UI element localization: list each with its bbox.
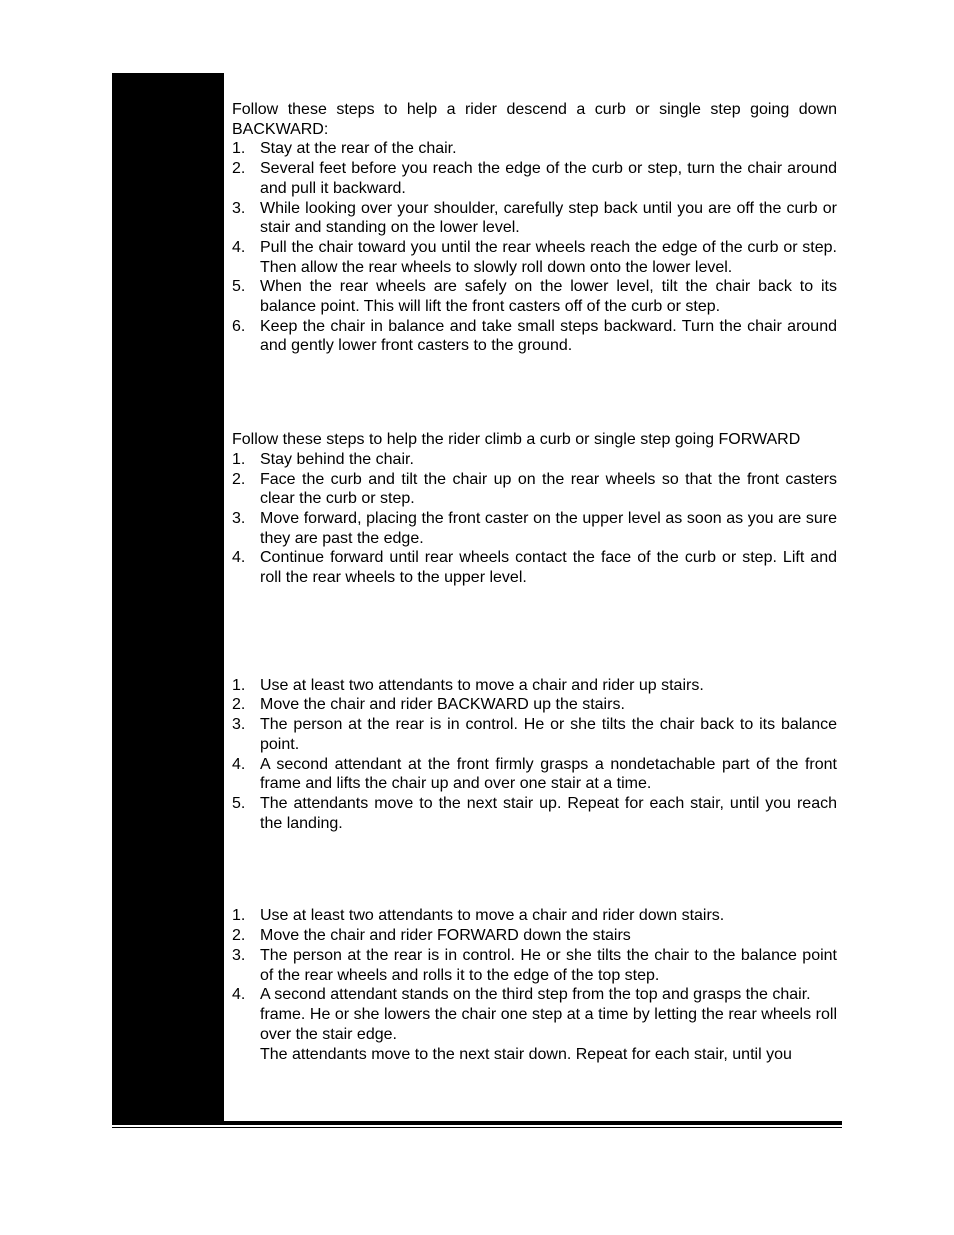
- step-number: 4.: [232, 549, 246, 567]
- list-item: [232, 906, 837, 926]
- step-list: [232, 906, 837, 1005]
- document-body: [232, 100, 837, 1065]
- step-number: 5.: [232, 278, 246, 296]
- step-number: 4.: [232, 238, 246, 256]
- step-text: Use at least two attendants to move a chair and rider down stairs.: [260, 907, 725, 925]
- step-text: Continue forward until rear wheels contact the face of the curb or step. Lift and roll the rear wheels to the upper level.: [260, 549, 837, 587]
- step-number: 3.: [232, 946, 246, 964]
- step-number: 4.: [232, 986, 246, 1004]
- step-text: While looking over your shoulder, carefully step back until you are off the curb or stair and standing on the lower level.: [260, 199, 837, 237]
- step-number: 1.: [232, 676, 246, 694]
- step-text: Pull the chair toward you until the rear wheels reach the edge of the curb or step. Then allow the rear wheels to slowly roll down onto the lower level.: [260, 238, 837, 276]
- step-number: 2.: [232, 696, 246, 714]
- list-item: [232, 755, 837, 794]
- list-item: [232, 159, 837, 198]
- step-text: The person at the rear is in control. He or she tilts the chair to the balance point of the rear wheels and rolls it to the edge of the top step.: [260, 946, 837, 984]
- step-number: 4.: [232, 755, 246, 773]
- list-item: [232, 509, 837, 548]
- step-text: Face the curb and tilt the chair up on the rear wheels so that the front casters clear the curb or step.: [260, 470, 837, 508]
- list-item: [232, 317, 837, 356]
- step-text: Move the chair and rider BACKWARD up the stairs.: [260, 696, 625, 714]
- list-item: [232, 450, 837, 470]
- step-number: 5.: [232, 794, 246, 812]
- step-number: 1.: [232, 450, 246, 468]
- footer-rule-thick: [112, 1121, 842, 1125]
- step-text: Keep the chair in balance and take small steps backward. Turn the chair around and gently lower front casters to the ground.: [260, 317, 837, 355]
- list-item: [232, 277, 837, 316]
- list-item: [232, 695, 837, 715]
- step-text: The person at the rear is in control. He or she tilts the chair back to its balance point.: [260, 716, 837, 753]
- step-number: 3.: [232, 509, 246, 527]
- list-item: [232, 548, 837, 587]
- list-item: [232, 199, 837, 238]
- step-number: 2.: [232, 927, 246, 945]
- step-text: Several feet before you reach the edge of the curb or step, turn the chair around and pull it backward.: [260, 160, 837, 197]
- step-number: 2.: [232, 470, 246, 488]
- step-number: 2.: [232, 160, 246, 178]
- continuation-paragraph: frame. He or she lowers the chair one step at a time by letting the rear wheels roll over the stair edge.: [260, 1005, 837, 1043]
- section-descend-curb-backward: [232, 100, 837, 356]
- section-intro: Follow these steps to help a rider descend a curb or single step going down BACKWARD:: [232, 101, 837, 138]
- continuation-paragraph: The attendants move to the next stair down. Repeat for each stair, until you: [260, 1046, 792, 1064]
- list-item: [232, 946, 837, 985]
- section-climb-curb-forward: [232, 430, 837, 588]
- list-item: [232, 985, 837, 1005]
- step-text: Stay at the rear of the chair.: [260, 140, 457, 158]
- section-up-stairs: [232, 676, 837, 834]
- step-list: [232, 139, 837, 356]
- list-item: [232, 238, 837, 277]
- step-text: The attendants move to the next stair up. Repeat for each stair, until you reach the landing.: [260, 794, 837, 832]
- footer-rule-thin: [112, 1127, 842, 1128]
- left-margin-bar: [112, 73, 224, 1121]
- step-list: [232, 450, 837, 588]
- step-text: A second attendant stands on the third step from the top and grasps the chair.: [260, 986, 811, 1004]
- list-item: [232, 926, 837, 946]
- step-text: Use at least two attendants to move a chair and rider up stairs.: [260, 676, 704, 694]
- step-text: Move the chair and rider FORWARD down the stairs: [260, 927, 631, 945]
- list-item: [232, 794, 837, 833]
- list-item: [232, 139, 837, 159]
- step-text: Stay behind the chair.: [260, 450, 414, 468]
- step-number: 3.: [232, 716, 246, 734]
- step-number: 3.: [232, 199, 246, 217]
- list-item: [232, 715, 837, 754]
- section-down-stairs: [232, 906, 837, 1065]
- step-text: Move forward, placing the front caster on the upper level as soon as you are sure they are past the edge.: [260, 509, 837, 547]
- step-number: 1.: [232, 907, 246, 925]
- step-number: 6.: [232, 317, 246, 335]
- list-item: [232, 676, 837, 696]
- step-number: 1.: [232, 140, 246, 158]
- list-item: [232, 470, 837, 509]
- section-intro: Follow these steps to help the rider climb a curb or single step going FORWARD: [232, 431, 801, 449]
- step-text: When the rear wheels are safely on the lower level, tilt the chair back to its balance point. This will lift the front casters off of the curb or step.: [260, 278, 837, 316]
- step-list: [232, 676, 837, 834]
- step-text: A second attendant at the front firmly grasps a nondetachable part of the front frame and lifts the chair up and over one stair at a time.: [260, 755, 837, 793]
